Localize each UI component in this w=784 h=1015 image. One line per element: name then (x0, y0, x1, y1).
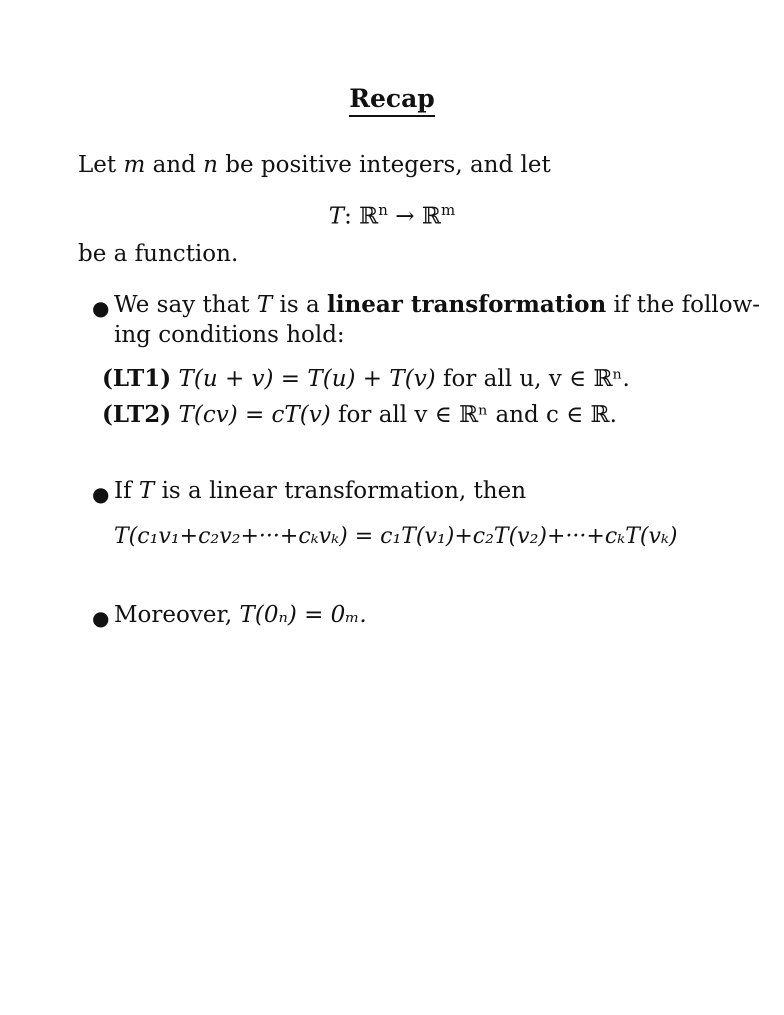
function-map: T: ℝ$^n$ → ℝ$^m$ (328, 201, 456, 230)
intro-line-1: Let m and n be positive integers, and let (78, 152, 551, 178)
bullet-1-marker: ● (92, 296, 110, 320)
page-title: Recap (0, 84, 784, 113)
linear-combination-formula: T(c₁v₁+c₂v₂+···+cₖvₖ) = c₁T(v₁)+c₂T(v₂)+···+cₖT(vₖ) (114, 524, 678, 549)
lt2-condition: (LT2) T(cv) = cT(v) for all v ∈ ℝⁿ and c ∈ ℝ. (102, 401, 617, 428)
bullet-3-marker: ● (92, 606, 110, 630)
bullet-1-line-1: We say that T is a linear transformation if the follow- (114, 291, 761, 318)
bullet-3-line: Moreover, T(0ₙ) = 0ₘ. (114, 602, 367, 628)
bullet-1-line-2: ing conditions hold: (114, 322, 345, 348)
bullet-2-marker: ● (92, 482, 110, 506)
lt1-formula: T(u + v) = T(u) + T(v) (178, 366, 436, 392)
lt1-condition: (LT1) T(u + v) = T(u) + T(v) for all u, v ∈ ℝⁿ. (102, 365, 630, 392)
lt2-formula: T(cv) = cT(v) (178, 402, 331, 428)
bullet-2-line-1: If T is a linear transformation, then (114, 478, 527, 504)
zero-vector-formula: T(0ₙ) = 0ₘ. (239, 602, 367, 628)
intro-line-3: be a function. (78, 241, 239, 267)
